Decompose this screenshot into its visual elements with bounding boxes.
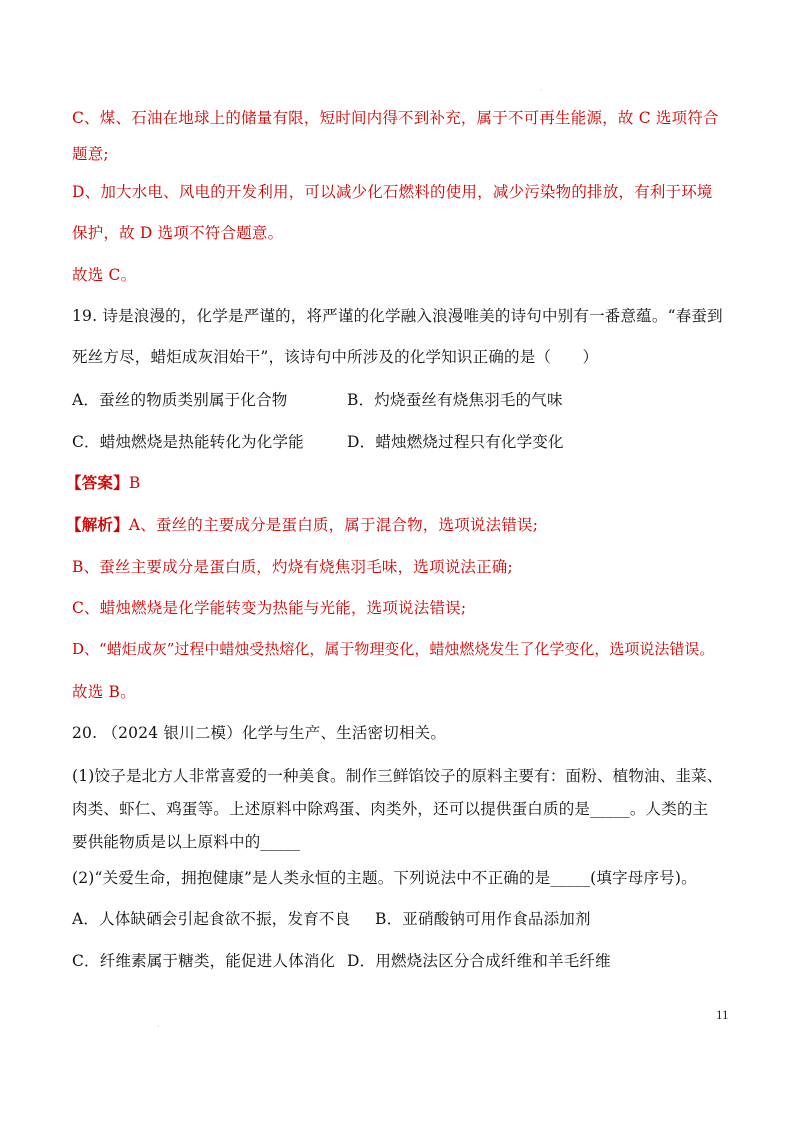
analysis-label: 【解析】 xyxy=(66,515,129,534)
q20-part1-line1: (1)饺子是北方人非常喜爱的一种美食。制作三鲜馅饺子的原料主要有：面粉、植物油、韭菜、 xyxy=(72,767,723,785)
prev-answer-line-c2: 题意; xyxy=(72,145,109,163)
q19-analysis-d: D、“蜡炬成灰”过程中蜡烛受热熔化，属于物理变化，蜡烛燃烧发生了化学变化，选项说法错误。 xyxy=(72,640,715,658)
q20-option-c: C．纤维素属于糖类，能促进人体消化 xyxy=(72,952,336,970)
prev-answer-line-d1: D、加大水电、风电的开发利用，可以减少化石燃料的使用，减少污染物的排放，有利于环境 xyxy=(72,183,713,201)
q20-part1-line3: 要供能物质是以上原料中的_____ xyxy=(72,833,301,851)
q19-analysis-c: C、蜡烛燃烧是化学能转变为热能与光能，选项说法错误; xyxy=(72,599,467,617)
q19-answer xyxy=(66,471,140,493)
answer-value: B xyxy=(128,474,141,492)
scan-speck: · xyxy=(540,86,543,95)
q20-part1-line2: 肉类、虾仁、鸡蛋等。上述原料中除鸡蛋、肉类外，还可以提供蛋白质的是_____。人类的主 xyxy=(72,800,709,818)
prev-answer-choose: 故选 C。 xyxy=(72,266,137,284)
q20-option-b: B．亚硝酸钠可用作食品添加剂 xyxy=(375,910,591,928)
q19-analysis-b: B、蚕丝主要成分是蛋白质，灼烧有烧焦羽毛味，选项说法正确; xyxy=(72,558,513,576)
q19-option-b: B．灼烧蚕丝有烧焦羽毛的气味 xyxy=(347,391,563,409)
q20-option-a: A．人体缺硒会引起食欲不振，发育不良 xyxy=(72,910,351,928)
q19-option-d: D．蜡烛燃烧过程只有化学变化 xyxy=(347,433,564,451)
q19-option-c: C．蜡烛燃烧是热能转化为化学能 xyxy=(72,433,304,451)
q20-stem: 20. （2024 银川二模）化学与生产、生活密切相关。 xyxy=(72,724,447,742)
prev-answer-line-c1: C、煤、石油在地球上的储量有限，短时间内得不到补充，属于不可再生能源，故 C 选项符合 xyxy=(72,109,719,127)
q20-option-d: D．用燃烧法区分合成纤维和羊毛纤维 xyxy=(347,952,611,970)
page-number: 11 xyxy=(716,1007,729,1022)
q19-choose: 故选 B。 xyxy=(72,683,136,701)
answer-label: 【答案】 xyxy=(66,473,129,492)
scan-speck: · xyxy=(157,1022,160,1031)
q20-part2: (2)“关爱生命，拥抱健康”是人类永恒的主题。下列说法中不正确的是_____(填字母序号)。 xyxy=(72,869,697,887)
q19-stem-line2: 死丝方尽，蜡炬成灰泪始干”，该诗句中所涉及的化学知识正确的是（ ） xyxy=(72,348,599,366)
prev-answer-line-d2: 保护，故 D 选项不符合题意。 xyxy=(72,224,284,242)
q19-analysis-a xyxy=(66,513,538,535)
q19-stem-line1: 19. 诗是浪漫的，化学是严谨的，将严谨的化学融入浪漫唯美的诗句中别有一番意蕴。“春蚕到 xyxy=(72,307,723,325)
q19-option-a: A．蚕丝的物质类别属于化合物 xyxy=(72,391,288,409)
analysis-a-text: A、蚕丝的主要成分是蛋白质，属于混合物，选项说法错误; xyxy=(128,516,539,534)
